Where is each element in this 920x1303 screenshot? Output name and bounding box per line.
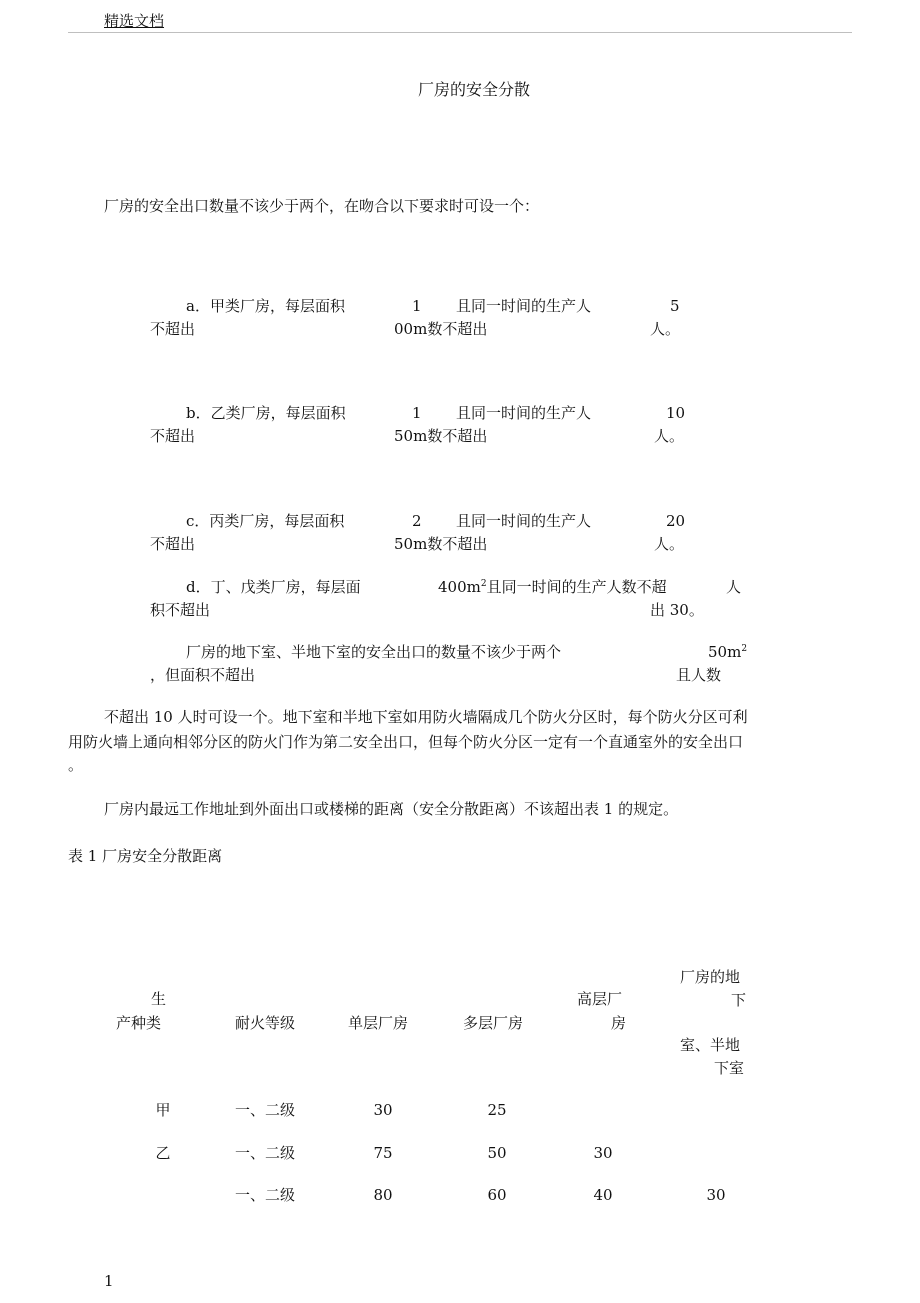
paragraph-line: 。 (68, 756, 84, 774)
header-single: 单层厂房 (348, 1014, 409, 1032)
paragraph-line: 不超出 10 人时可设一个。地下室和半地下室如用防火墙隔成几个防火分区时，每个防火分区可利 (104, 708, 748, 726)
header-basement-a: 厂房的地 (680, 968, 741, 986)
cell-single: 75 (373, 1144, 393, 1162)
paragraph: 厂房内最远工作地址到外面出口或楼梯的距离（安全分散距离）不该超出表 1 的规定。 (104, 800, 679, 818)
paragraph-line: 用防火墙上通向相邻分区的防火门作为第二安全出口，但每个防火分区一定有一个直通室外的安全出口 (68, 733, 744, 751)
cell-grade: 一、二级 (235, 1144, 296, 1162)
header-type-a: 生 (151, 990, 167, 1008)
page-header: 精选文档 (104, 12, 165, 30)
page-number: 1 (104, 1272, 114, 1290)
cell-single: 80 (373, 1186, 393, 1204)
header-high-a: 高层厂 (577, 990, 623, 1008)
page-title: 厂房的安全分散 (418, 80, 531, 99)
cell-type: 乙 (155, 1144, 171, 1162)
cell-grade: 一、二级 (235, 1101, 296, 1119)
header-basement-c: 室、半地 (680, 1036, 741, 1054)
header-grade: 耐火等级 (235, 1014, 296, 1032)
header-rule (68, 32, 852, 33)
cell-type: 甲 (155, 1101, 171, 1119)
cell-single: 30 (373, 1101, 393, 1119)
cell-basement: 30 (706, 1186, 726, 1204)
header-basement-b: 下 (731, 991, 747, 1009)
header-basement-d: 下室 (714, 1059, 745, 1077)
cell-multi: 60 (487, 1186, 507, 1204)
intro-paragraph: 厂房的安全出口数量不该少于两个，在吻合以下要求时可设一个： (104, 197, 540, 215)
header-high-b: 房 (611, 1014, 627, 1032)
cell-multi: 50 (487, 1144, 507, 1162)
header-type-b: 产种类 (116, 1014, 162, 1032)
cell-high: 30 (593, 1144, 613, 1162)
table-caption: 表 1 厂房安全分散距离 (68, 847, 223, 865)
header-multi: 多层厂房 (463, 1014, 524, 1032)
cell-high: 40 (593, 1186, 613, 1204)
cell-multi: 25 (487, 1101, 507, 1119)
cell-grade: 一、二级 (235, 1186, 296, 1204)
